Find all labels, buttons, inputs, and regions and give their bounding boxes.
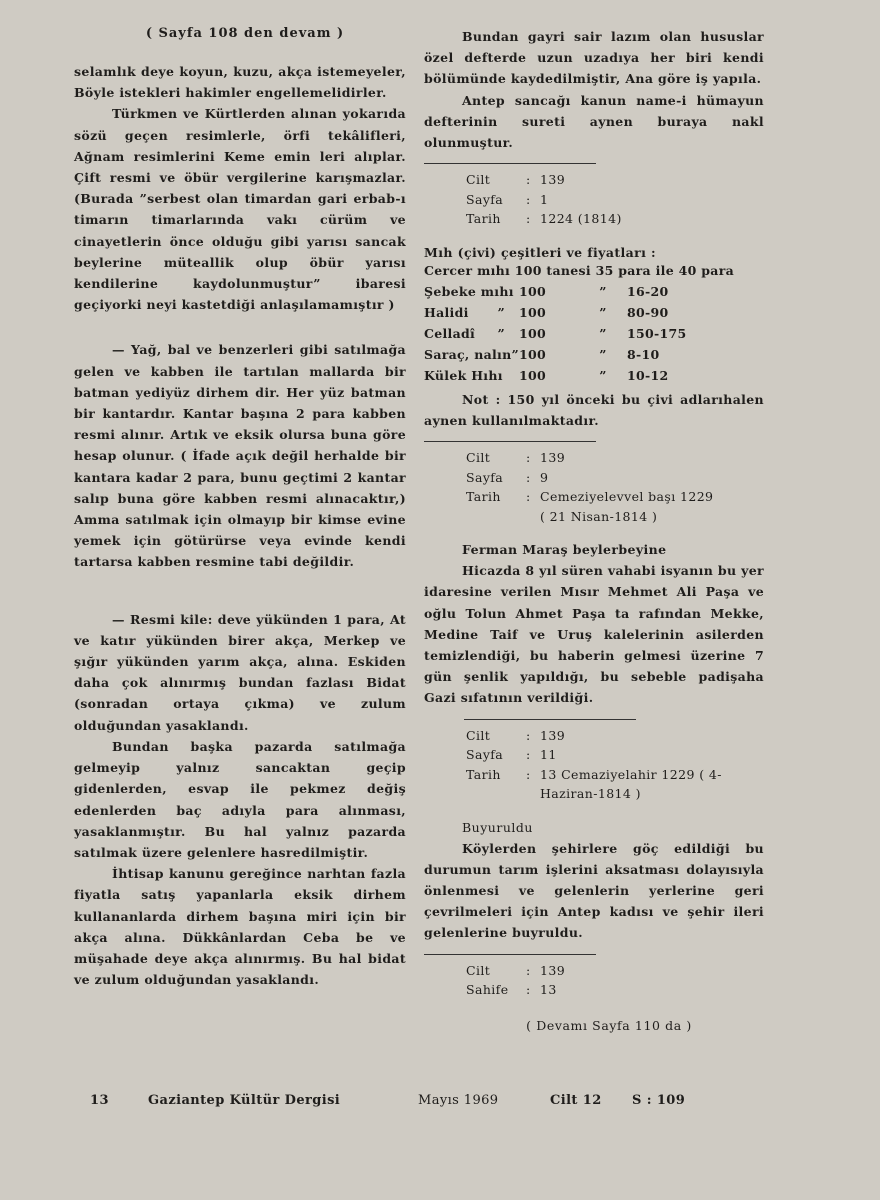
table-row [424,305,737,326]
prices-title: Mıh (çivi) çeşitleri ve fiyatları : [424,244,657,260]
ditto-mark: ” [599,325,607,341]
ref-value: 1224 (1814) [540,211,622,227]
table-row [424,347,737,368]
ref-value: 139 [540,962,566,978]
paragraph: Türkmen ve Kürtlerden alınan yokarıda sözü geçen resimlerle, örfi tekâlifleri, Ağnam resimlerini Keme emin leri alıplar. Çift resmi ve öbür vergilerine karışmazlar. (Burada ”serbest olan timardan gari erbab-ı timarın timarlarında vakı cürüm ve cinayetlerin önce olduğu gibi yarısı sancak beylerine müteallik olup öbür yarısı kendilerine kaydolunmuştur” ibaresi geçiyorki neyi kastetdiği anlaşılamamıştır ) [74,106,406,313]
ferman-text: Hicazda 8 yıl süren vahabi isyanın bu yer idaresine verilen Mısır Mehmet Ali Paşa ve oğlu Tolun Ahmet Paşa ta rafından Mekke, Medine Taif ve Uruş kalelerinin asilerden temizlendiği, bu haberin gelmesi üzerine 7 gün şenlik yapıldığı, bu sebeble padişaha Gazi sıfatının verildiği. [424,563,764,706]
ditto-mark: ” [599,283,607,299]
ref-label: Cilt [466,172,491,188]
divider [424,954,596,955]
intro-paragraph: Bundan gayri sair lazım olan hususlar özel defterde uzun uzadıya her biri kendi bölümünde kaydedilmiştir, Ana göre iş yapıla. [424,29,764,87]
divider [464,719,636,720]
price-value: 8-10 [627,346,660,362]
divider [424,163,596,164]
left-column [74,26,406,990]
footer-issue-number: S : 109 [632,1093,686,1108]
right-column [424,26,764,1033]
ref-label: Sahife [466,982,509,998]
buyuruldu-title: Buyuruldu [462,819,533,835]
price-name: Celladî [424,325,476,341]
price-qty: 100 [519,325,546,341]
ref-label: Sayfa [466,469,504,485]
ref-value: 139 [540,172,566,188]
ditto-mark: ” [497,304,505,320]
paragraph: selamlık deye koyun, kuzu, akça istemeyeler, Böyle istekleri hakimler engellemelidirler. [74,64,406,101]
intro-paragraph-2: Antep sancağı kanun name-i hümayun defterinin sureti aynen buraya nakl olunmuştur. [424,92,764,151]
ref-value: 9 [540,469,549,485]
continued-from-header: ( Sayfa 108 den devam ) [145,26,345,41]
note: Not : 150 yıl önceki bu çivi adlarıhalen aynen kullanılmaktadır. [424,391,764,428]
ref-label: Tarih [466,489,501,505]
table-row [424,263,737,284]
ref-value: 13 [540,982,557,998]
ferman-title: Ferman Maraş beylerbeyine [462,542,667,558]
paragraph: İhtisap kanunu gereğince narhtan fazla fiyatla satış yapanlarla eksik dirhem kullananlarda dirhem başına miri için bir akça alına. Dükkânlardan Ceba be ve müşahade deye akça alınırmış. Bu hal bidat ve zulum olduğundan yasaklandı. [74,866,406,988]
continued-on-note: ( Devamı Sayfa 110 da ) [526,1017,692,1033]
ref-value: 11 [540,747,557,763]
paragraph: — Yağ, bal ve benzerleri gibi satılmağa gelen ve kabben ile tartılan mallarda bir batman yediyüz dirhem dir. Her yüz batman bir kantardır. Kantar başına 2 para kabben resmi alınır. Artık ve eksik olursa buna göre hesap olunur. ( İfade açık değil herhalde bir kantara kadar 2 para, bunu geçtimi 2 kantar salıp buna göre kabben resmi alınacaktır,) Amma satılmak için olmayıp bir kimse evine yemek için götürürse veya evinde kendi tartarsa kabben resmine tabi değildir. [74,342,406,570]
reference-block: Cilt : 139 Sayfa : 11 Tarih : 13 Cemaziyelahir 1229 ( 4- Haziran-1814 ) [466,726,764,804]
ref-value: 1 [540,191,549,207]
reference-block: Cilt : 139 Sahife : 13 [466,961,764,1000]
ref-value: Haziran-1814 ) [540,786,641,802]
ref-label: Cilt [466,727,491,743]
reference-block: Cilt : 139 Sayfa : 1 Tarih : 1224 (1814) [466,170,764,229]
price-qty: 100 tanesi [514,262,591,278]
price-name: Saraç, nalın [424,346,512,362]
price-qty: 100 [519,304,546,320]
table-row [424,368,737,389]
footer-page-number: 13 [90,1093,109,1108]
reference-block: Cilt : 139 Sayfa : 9 Tarih : Cemeziyelevvel başı 1229 ( 21 Nisan-1814 ) [466,448,764,526]
ref-value: 139 [540,727,566,743]
ref-value: 139 [540,450,566,466]
paragraph: — Resmi kile: deve yükünden 1 para, At ve katır yükünden birer akça, Merkep ve şığır yükünden yarım akça, alına. Eskiden daha çok alınırmış bundan fazlası Bidat (sonradan ortaya çıkma) ve zulum olduğundan yasaklandı. [74,611,406,733]
ref-label: Tarih [466,766,501,782]
table-row [424,284,737,305]
ref-label: Sayfa [466,191,504,207]
price-qty: 100 [519,283,546,299]
ref-value: Cemeziyelevvel başı 1229 [540,489,714,505]
footer-volume: Cilt 12 [550,1093,602,1108]
footer-magazine-title: Gaziantep Kültür Dergisi [148,1093,341,1108]
ref-label: Cilt [466,962,491,978]
price-name: Külek Hıhı [424,367,503,383]
price-value: 150-175 [627,325,687,341]
ditto-mark: ” [511,346,519,362]
buyuruldu-text: Köylerden şehirlere göç edildiği bu durumun tarım işlerini aksatması dolayısıyla önlenmesi ve gelenlerin yerlerine geri çevrilmeleri için Antep kadısı ve şehir ileri gelenlerine buyruldu. [424,840,764,941]
ref-label: Sayfa [466,747,504,763]
table-row [424,326,737,347]
divider [424,441,596,442]
ditto-mark: ” [599,367,607,383]
price-value: 80-90 [627,304,669,320]
price-name: Cercer mıhı [424,262,511,278]
paragraph: Bundan başka pazarda satılmağa gelmeyip yalnız sancaktan geçip gidenlerden, esvap ile pekmez değiş edenlerden baç adıyla para alınması, yasaklanmıştır. Bu hal yalnız pazarda satılmak üzere gelenlere hasredilmiştir. [74,738,406,860]
price-value: 10-12 [627,367,669,383]
ref-label: Cilt [466,450,491,466]
ref-value: ( 21 Nisan-1814 ) [540,508,658,524]
prices-table [424,263,737,389]
price-value: 35 para ile 40 para [595,262,734,278]
price-qty: 100 [519,367,546,383]
ref-label: Tarih [466,211,501,227]
footer-date: Mayıs 1969 [418,1093,499,1108]
ditto-mark: ” [599,304,607,320]
ditto-mark: ” [497,325,505,341]
price-value: 16-20 [627,283,669,299]
price-qty: 100 [519,346,546,362]
price-name: Şebeke mıhı [424,283,514,299]
ditto-mark: ” [599,346,607,362]
ref-value: 13 Cemaziyelahir 1229 ( 4- [540,766,722,782]
price-name: Halidi [424,304,469,320]
